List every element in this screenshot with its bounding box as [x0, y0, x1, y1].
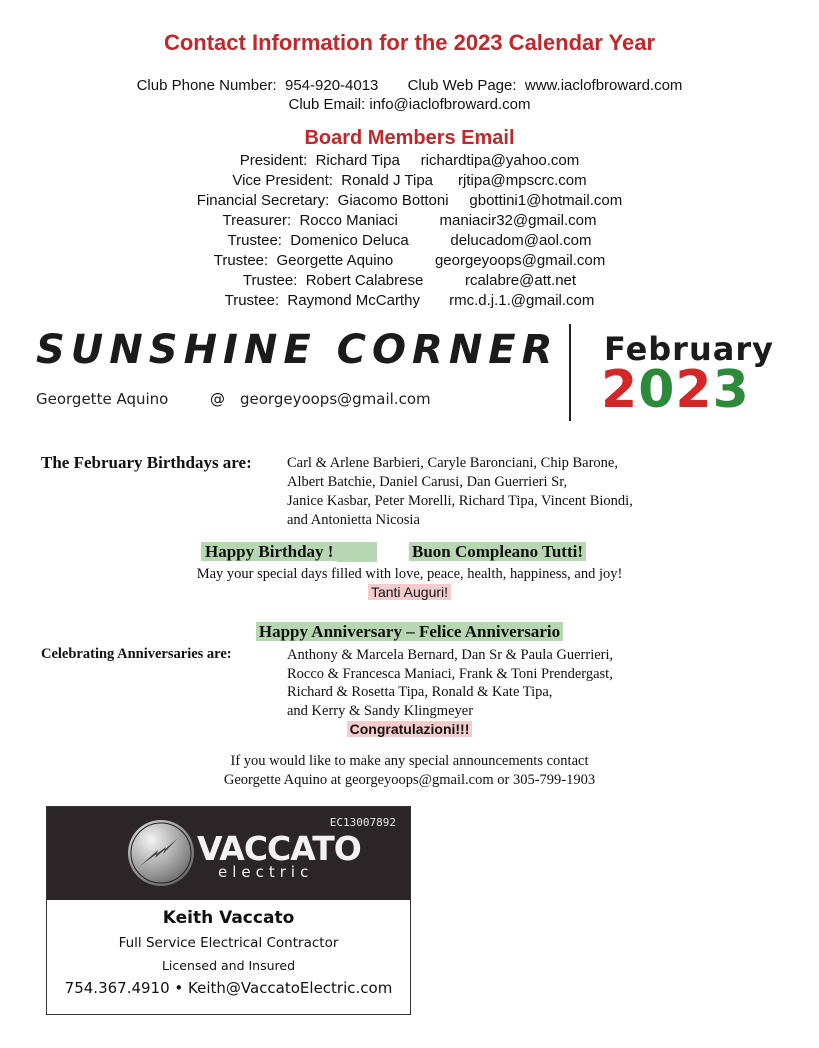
announcement-line-2: Georgette Aquino at georgeyoops@gmail.com or 305-799-1903 — [223, 772, 596, 788]
birthdays-list — [287, 454, 633, 530]
birthday-line: Janice Kasbar, Peter Morelli, Richard Tipa, Vincent Biondi, — [287, 493, 633, 509]
ad-brand-sub: electric — [218, 863, 314, 881]
birthday-line: Albert Batchie, Daniel Carusi, Dan Guerrieri Sr, — [287, 474, 568, 490]
birthday-wish: May your special days filled with love, peace, health, happiness, and joy! — [196, 566, 623, 582]
anniversaries-label: Celebrating Anniversaries are: — [41, 646, 232, 662]
birthdays-label: The February Birthdays are: — [41, 453, 252, 472]
lightning-bolt-icon — [128, 820, 194, 886]
year-digit: 2 — [601, 360, 639, 420]
board-row-president: President: Richard Tipa richardtipa@yahoo.com — [239, 152, 580, 169]
year-label — [601, 360, 750, 420]
buon-compleano-text: Buon Compleano Tutti! — [409, 542, 586, 561]
ad-brand-name: VACCATO — [197, 829, 361, 868]
club-email-line: Club Email: info@iaclofbroward.com — [288, 96, 531, 113]
anniversary-heading: Happy Anniversary – Felice Anniversario — [256, 622, 563, 641]
ad-service-line: Full Service Electrical Contractor — [118, 935, 339, 951]
ad-contact-name: Keith Vaccato — [162, 908, 295, 928]
tanti-auguri-line — [0, 584, 819, 600]
ad-contact-line: 754.367.4910 • Keith@VaccatoElectric.com — [64, 979, 393, 997]
year-digit: 3 — [712, 360, 750, 420]
month-label: February — [604, 330, 774, 368]
board-row-trustee-calabrese: Trustee: Robert Calabrese rcalabre@att.net — [242, 272, 577, 289]
birthday-line: Carl & Arlene Barbieri, Caryle Baronciani, Chip Barone, — [287, 455, 618, 471]
year-digit: 2 — [675, 360, 713, 420]
happy-birthday-heading — [201, 542, 377, 562]
happy-birthday-text: Happy Birthday ! — [201, 542, 337, 561]
ad-license-number: EC13007892 — [329, 816, 396, 829]
board-row-vice-president: Vice President: Ronald J Tipa rjtipa@mpscrc.com — [232, 172, 587, 189]
board-title: Board Members Email — [304, 127, 515, 149]
board-list — [0, 151, 819, 311]
board-row-financial-secretary: Financial Secretary: Giacomo Bottoni gbottini1@hotmail.com — [196, 192, 623, 209]
year-digit: 0 — [638, 360, 676, 420]
congratulazioni-line — [0, 721, 819, 737]
announcement-note — [0, 752, 819, 790]
vertical-divider — [569, 324, 571, 421]
sunshine-contact-email: georgeyoops@gmail.com — [240, 390, 431, 408]
announcement-line-1: If you would like to make any special announcements contact — [230, 753, 589, 769]
anniversary-line: Richard & Rosetta Tipa, Ronald & Kate Tipa, — [287, 684, 553, 700]
anniversary-heading-line — [0, 622, 819, 642]
buon-compleano-heading — [409, 542, 586, 562]
anniversary-line: Anthony & Marcela Bernard, Dan Sr & Paula Guerrieri, — [287, 647, 614, 663]
congratulazioni-text: Congratulazioni!!! — [347, 721, 473, 737]
club-phone-web-text: Club Phone Number: 954-920-4013 Club Web Page: www.iaclofbroward.com — [136, 77, 683, 94]
vaccato-electric-ad — [46, 806, 411, 1015]
board-row-trustee-mccarthy: Trustee: Raymond McCarthy rmc.d.j.1.@gmail.com — [224, 292, 595, 309]
ad-header-band — [47, 807, 410, 900]
sunshine-contact-name: Georgette Aquino — [36, 390, 169, 408]
club-phone-web-line — [0, 77, 819, 94]
at-symbol: @ — [210, 390, 225, 408]
ad-license-line: Licensed and Insured — [161, 958, 296, 973]
tanti-auguri-text: Tanti Auguri! — [368, 584, 451, 600]
lightning-logo-icon — [128, 820, 194, 886]
page-title: Contact Information for the 2023 Calendar Year — [163, 30, 656, 55]
board-row-trustee-deluca: Trustee: Domenico Deluca delucadom@aol.com — [227, 232, 592, 249]
birthday-line: and Antonietta Nicosia — [287, 512, 420, 528]
anniversary-line: and Kerry & Sandy Klingmeyer — [287, 702, 474, 719]
sunshine-corner-heading: SUNSHINE CORNER — [36, 327, 559, 373]
anniversaries-list — [287, 646, 613, 720]
board-row-trustee-aquino: Trustee: Georgette Aquino georgeyoops@gmail.com — [213, 252, 606, 269]
board-row-treasurer: Treasurer: Rocco Maniaci maniacir32@gmail.com — [222, 212, 597, 229]
anniversary-line: Rocco & Francesca Maniaci, Frank & Toni Prendergast, — [287, 665, 613, 682]
